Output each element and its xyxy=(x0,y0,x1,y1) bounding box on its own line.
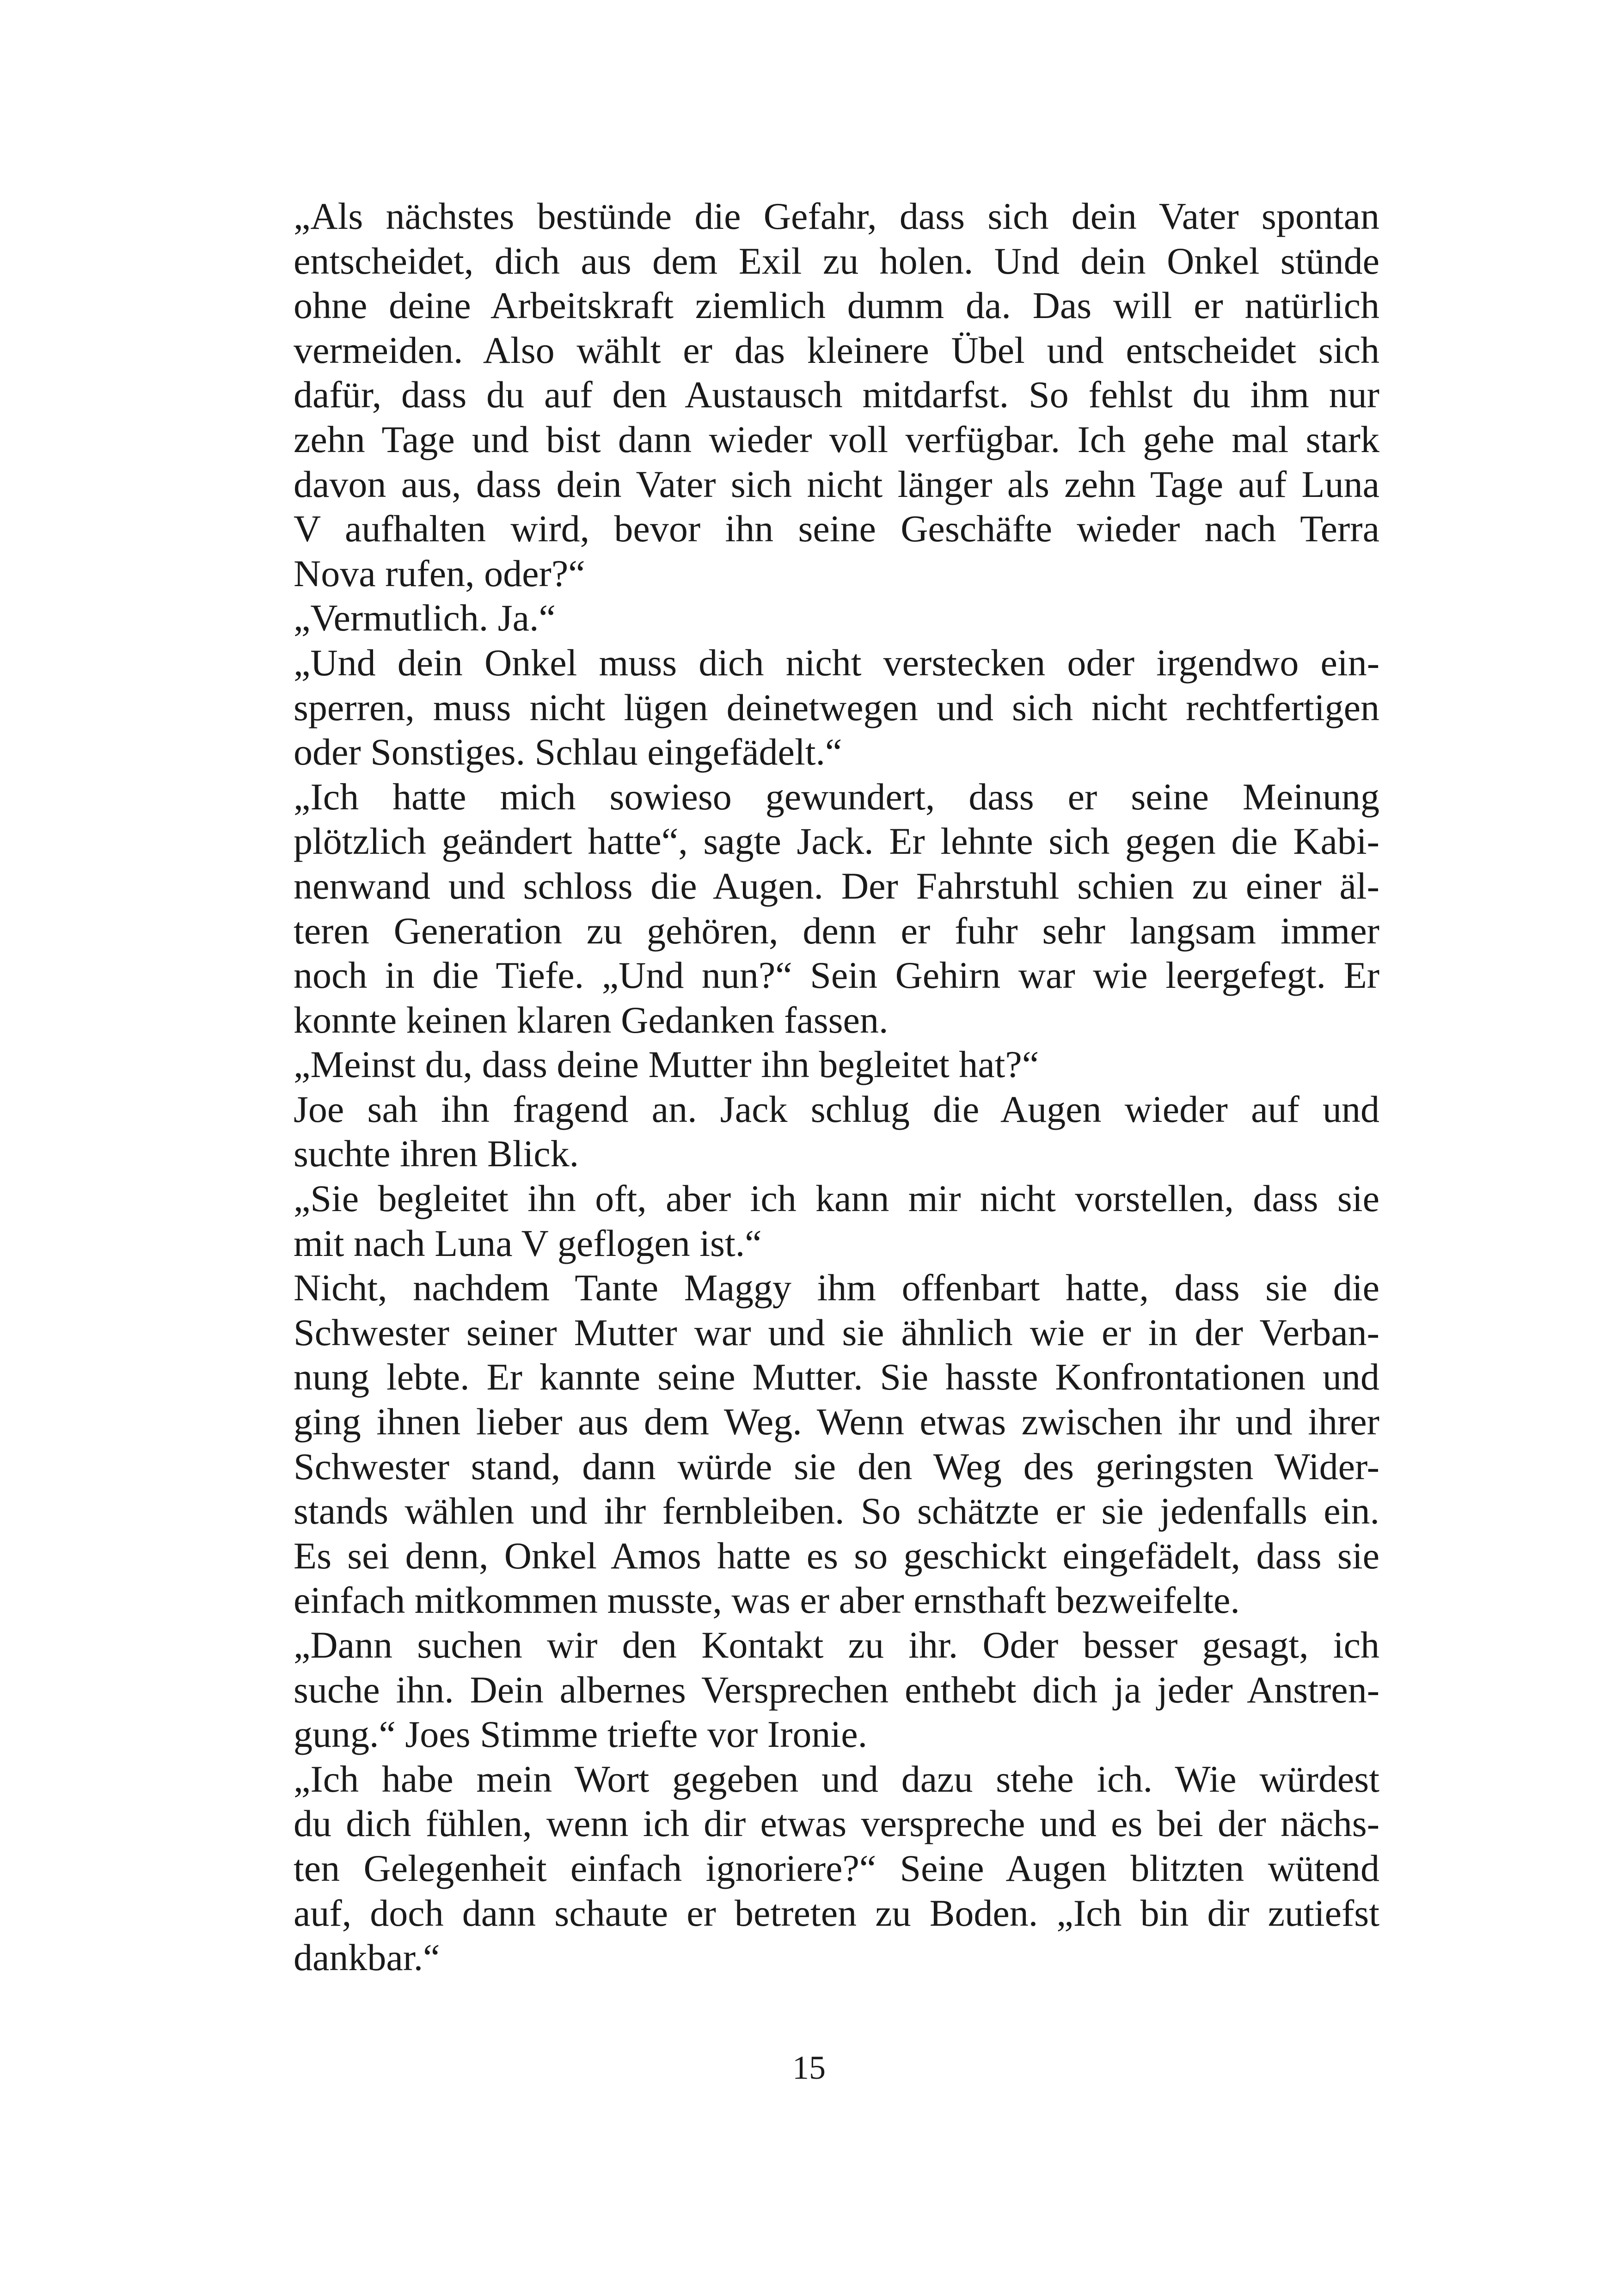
text-line: Schwester seiner Mutter war und sie ähnlich wie er in der Verban- xyxy=(294,1311,1379,1353)
text-line: Nicht, nachdem Tante Maggy ihm offenbart hatte, dass sie die xyxy=(294,1267,1379,1309)
text-line: du dich fühlen, wenn ich dir etwas verspreche und es bei der nächs- xyxy=(294,1802,1379,1845)
text-line: mit nach Luna V geflogen ist.“ xyxy=(294,1222,762,1264)
text-line: dankbar.“ xyxy=(294,1936,440,1979)
text-line: zehn Tage und bist dann wieder voll verfügbar. Ich gehe mal stark xyxy=(294,418,1379,460)
text-line: suchte ihren Blick. xyxy=(294,1133,579,1175)
text-line: Schwester stand, dann würde sie den Weg des geringsten Wider- xyxy=(294,1445,1379,1488)
text-line: noch in die Tiefe. „Und nun?“ Sein Gehirn war wie leergefegt. Er xyxy=(294,954,1379,997)
text-line: stands wählen und ihr fernbleiben. So schätzte er sie jedenfalls ein. xyxy=(294,1490,1379,1532)
page-number: 15 xyxy=(792,2049,826,2086)
text-line: „Ich hatte mich sowieso gewundert, dass er seine Meinung xyxy=(294,775,1379,818)
paragraph xyxy=(239,1757,1379,1980)
paragraph xyxy=(239,194,1379,596)
body-text xyxy=(239,194,1379,1980)
text-line: vermeiden. Also wählt er das kleinere Übel und entscheidet sich xyxy=(294,329,1379,371)
text-line: auf, doch dann schaute er betreten zu Boden. „Ich bin dir zutiefst xyxy=(294,1892,1379,1934)
text-line: oder Sonstiges. Schlau eingefädelt.“ xyxy=(294,731,842,773)
text-line: „Vermutlich. Ja.“ xyxy=(294,597,556,639)
text-line: entscheidet, dich aus dem Exil zu holen. Und dein Onkel stünde xyxy=(294,239,1379,282)
text-line: einfach mitkommen musste, was er aber ernsthaft bezweifelte. xyxy=(294,1579,1240,1622)
text-line: „Ich habe mein Wort gegeben und dazu stehe ich. Wie würdest xyxy=(294,1757,1379,1800)
paragraph xyxy=(239,1176,1379,1266)
paragraph xyxy=(239,1042,1379,1087)
text-line: Joe sah ihn fragend an. Jack schlug die Augen wieder auf und xyxy=(294,1088,1379,1130)
paragraph xyxy=(239,1087,1379,1176)
text-line: V aufhalten wird, bevor ihn seine Geschäfte wieder nach Terra xyxy=(294,508,1379,550)
text-line: dafür, dass du auf den Austausch mitdarfst. So fehlst du ihm nur xyxy=(294,373,1379,416)
text-line: nung lebte. Er kannte seine Mutter. Sie hasste Konfrontationen und xyxy=(294,1356,1379,1398)
text-line: Es sei denn, Onkel Amos hatte es so geschickt eingefädelt, dass sie xyxy=(294,1534,1379,1577)
paragraph xyxy=(239,1623,1379,1757)
text-line: konnte keinen klaren Gedanken fassen. xyxy=(294,998,889,1041)
text-line: nenwand und schloss die Augen. Der Fahrstuhl schien zu einer äl- xyxy=(294,864,1379,907)
text-line: ohne deine Arbeitskraft ziemlich dumm da. Das will er natürlich xyxy=(294,284,1379,327)
paragraph xyxy=(239,775,1379,1043)
text-line: ging ihnen lieber aus dem Weg. Wenn etwas zwischen ihr und ihrer xyxy=(294,1401,1379,1443)
text-line: davon aus, dass dein Vater sich nicht länger als zehn Tage auf Luna xyxy=(294,463,1379,505)
text-line: „Als nächstes bestünde die Gefahr, dass sich dein Vater spontan xyxy=(294,195,1379,237)
text-line: suche ihn. Dein albernes Versprechen enthebt dich ja jeder Anstren- xyxy=(294,1668,1379,1711)
text-line: gung.“ Joes Stimme triefte vor Ironie. xyxy=(294,1713,868,1756)
text-line: plötzlich geändert hatte“, sagte Jack. Er lehnte sich gegen die Kabi- xyxy=(294,820,1379,863)
text-line: „Und dein Onkel muss dich nicht verstecken oder irgendwo ein- xyxy=(294,641,1379,684)
text-line: teren Generation zu gehören, denn er fuhr sehr langsam immer xyxy=(294,909,1379,952)
text-line: „Dann suchen wir den Kontakt zu ihr. Oder besser gesagt, ich xyxy=(294,1624,1379,1666)
text-line: „Meinst du, dass deine Mutter ihn begleitet hat?“ xyxy=(294,1043,1039,1086)
text-line: ten Gelegenheit einfach ignoriere?“ Seine Augen blitzten wütend xyxy=(294,1847,1379,1889)
paragraph xyxy=(239,1266,1379,1623)
paragraph xyxy=(239,641,1379,775)
text-line: „Sie begleitet ihn oft, aber ich kann mir nicht vorstellen, dass sie xyxy=(294,1177,1379,1220)
paragraph xyxy=(239,596,1379,641)
text-line: Nova rufen, oder?“ xyxy=(294,552,585,594)
text-line: sperren, muss nicht lügen deinetwegen und sich nicht rechtfertigen xyxy=(294,686,1379,729)
